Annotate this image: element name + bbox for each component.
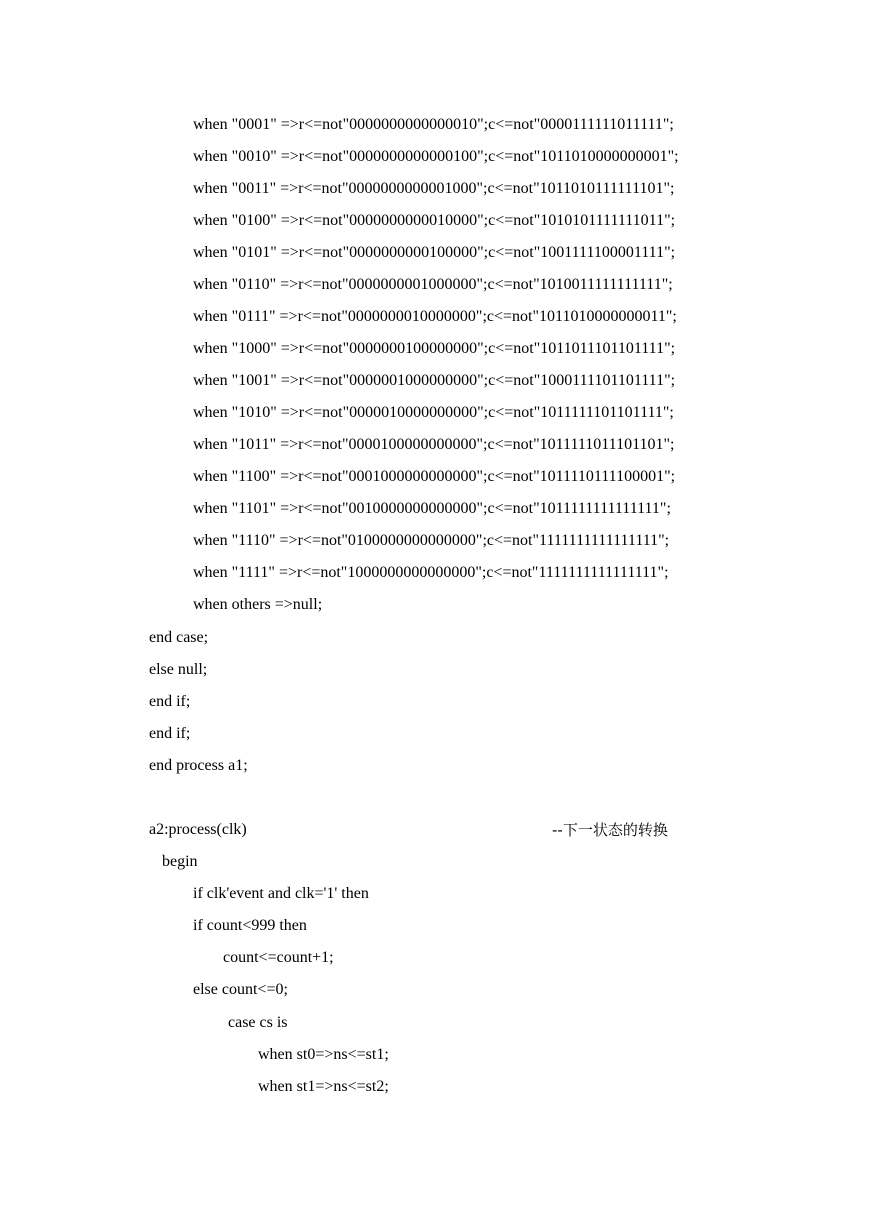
code-line-end-case: end case; bbox=[149, 629, 209, 646]
code-line-end-process-a1: end process a1; bbox=[149, 757, 248, 774]
code-line-end-if-2: end if; bbox=[149, 725, 191, 742]
code-line-when-1101: when "1101" =>r<=not"0010000000000000";c<=not"1011111111111111"; bbox=[193, 500, 671, 517]
code-line-when-0101: when "0101" =>r<=not"0000000000100000";c<=not"1001111100001111"; bbox=[193, 244, 676, 261]
code-line-else-null: else null; bbox=[149, 661, 208, 678]
code-line-count-increment: count<=count+1; bbox=[223, 949, 334, 966]
code-line-if-clk-event: if clk'event and clk='1' then bbox=[193, 885, 369, 902]
code-line-when-1110: when "1110" =>r<=not"0100000000000000";c<=not"1111111111111111"; bbox=[193, 532, 670, 549]
code-line-begin: begin bbox=[162, 853, 198, 870]
code-comment-next-state: --下一状态的转换 bbox=[552, 821, 668, 839]
code-line-else-count: else count<=0; bbox=[193, 981, 288, 998]
code-line-when-st0: when st0=>ns<=st1; bbox=[258, 1046, 389, 1063]
code-line-when-1000: when "1000" =>r<=not"0000000100000000";c<=not"1011011101101111"; bbox=[193, 340, 676, 357]
code-line-when-0111: when "0111" =>r<=not"0000000010000000";c<=not"1011010000000011"; bbox=[193, 308, 677, 325]
code-line-when-st1: when st1=>ns<=st2; bbox=[258, 1078, 389, 1095]
code-line-when-1100: when "1100" =>r<=not"0001000000000000";c<=not"1011110111100001"; bbox=[193, 468, 676, 485]
code-line-when-0011: when "0011" =>r<=not"0000000000001000";c<=not"1011010111111101"; bbox=[193, 180, 675, 197]
code-line-when-0110: when "0110" =>r<=not"0000000001000000";c<=not"1010011111111111"; bbox=[193, 276, 673, 293]
code-line-if-count: if count<999 then bbox=[193, 917, 307, 934]
code-line-end-if-1: end if; bbox=[149, 693, 191, 710]
code-line-process-a2-header: a2:process(clk) bbox=[149, 821, 247, 838]
code-line-when-1001: when "1001" =>r<=not"0000001000000000";c<=not"1000111101101111"; bbox=[193, 372, 676, 389]
code-line-when-1111: when "1111" =>r<=not"1000000000000000";c<=not"1111111111111111"; bbox=[193, 564, 669, 581]
code-line-when-1010: when "1010" =>r<=not"0000010000000000";c<=not"1011111101101111"; bbox=[193, 404, 674, 421]
code-line-when-others: when others =>null; bbox=[193, 596, 323, 613]
code-line-when-1011: when "1011" =>r<=not"0000100000000000";c<=not"1011111011101101"; bbox=[193, 436, 675, 453]
code-line-when-0100: when "0100" =>r<=not"0000000000010000";c<=not"1010101111111011"; bbox=[193, 212, 676, 229]
code-line-when-0010: when "0010" =>r<=not"0000000000000100";c<=not"1011010000000001"; bbox=[193, 148, 679, 165]
code-line-when-0001: when "0001" =>r<=not"0000000000000010";c<=not"0000111111011111"; bbox=[193, 116, 674, 133]
code-line-case-cs: case cs is bbox=[228, 1014, 288, 1031]
